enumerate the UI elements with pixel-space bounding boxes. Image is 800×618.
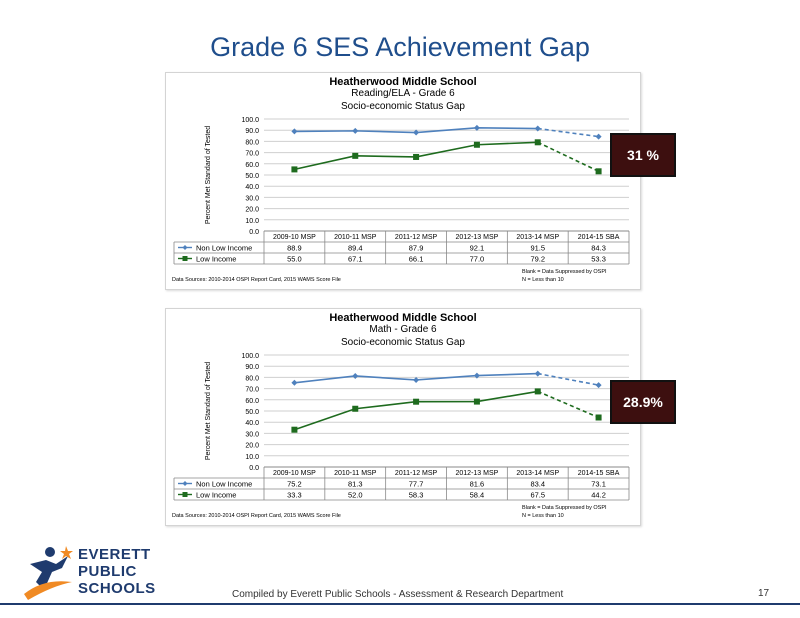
math-chart — [166, 309, 640, 525]
data-label: 77.7 — [408, 479, 424, 489]
reading-gap-badge: 31 % — [610, 133, 676, 177]
category-label: 2012-13 MSP — [455, 470, 499, 477]
n-note: N = Less than 10 — [522, 277, 564, 283]
data-point — [352, 406, 358, 412]
data-point — [291, 128, 297, 134]
data-label: 77.0 — [469, 254, 485, 264]
data-label: 84.3 — [591, 243, 606, 253]
data-label: 83.4 — [530, 479, 546, 489]
slide-title: Grade 6 SES Achievement Gap — [210, 32, 590, 62]
data-label: 67.1 — [347, 254, 363, 264]
y-tick-label: 70.0 — [245, 150, 259, 158]
data-label: 53.3 — [591, 254, 606, 264]
category-label: 2014-15 SBA — [577, 470, 620, 477]
series-dashed-segment — [538, 374, 599, 386]
logo-figure-icon — [22, 542, 76, 602]
y-tick-label: 20.0 — [245, 442, 259, 450]
y-tick-label: 80.0 — [245, 139, 259, 147]
data-label: 89.4 — [347, 243, 363, 253]
category-label: 2014-15 SBA — [577, 234, 620, 241]
category-label: 2012-13 MSP — [455, 234, 499, 241]
data-label: 75.2 — [287, 479, 302, 489]
data-point — [535, 371, 541, 377]
y-axis-label: Percent Met Standard of Tested — [205, 361, 212, 461]
data-label: 87.9 — [408, 243, 424, 253]
category-label: 2011-12 MSP — [394, 470, 438, 477]
data-point — [596, 414, 602, 420]
footer-divider — [0, 603, 800, 605]
legend-marker — [183, 245, 188, 250]
y-tick-label: 40.0 — [245, 420, 259, 428]
legend-label: Low Income — [196, 490, 237, 500]
data-point — [291, 166, 297, 172]
category-label: 2009-10 MSP — [273, 234, 316, 241]
chart-title: Heatherwood Middle School — [329, 76, 477, 88]
category-label: 2010-11 MSP — [334, 234, 377, 241]
y-tick-label: 30.0 — [245, 431, 259, 439]
logo-line-1: EVERETT — [78, 546, 151, 563]
category-label: 2010-11 MSP — [334, 470, 377, 477]
data-point — [596, 134, 602, 140]
y-tick-label: 20.0 — [245, 206, 259, 214]
data-point — [596, 382, 602, 388]
y-tick-label: 100.0 — [241, 353, 259, 360]
reading-chart — [166, 73, 640, 289]
data-label: 79.2 — [530, 254, 546, 264]
data-point — [352, 128, 358, 134]
y-tick-label: 50.0 — [245, 409, 259, 416]
chart-subtitle: Reading/ELA - Grade 6 — [351, 88, 455, 99]
data-label: 33.3 — [287, 490, 302, 500]
legend-label: Non Low Income — [196, 479, 253, 489]
data-label: 66.1 — [408, 254, 424, 264]
data-point — [352, 153, 358, 159]
data-label: 73.1 — [591, 479, 606, 489]
series-dashed-segment — [538, 142, 599, 171]
data-label: 92.1 — [469, 243, 485, 253]
reading-chart-panel — [165, 72, 641, 290]
data-point — [474, 399, 480, 405]
everett-logo — [22, 542, 172, 602]
data-source-note: Data Sources: 2010-2014 OSPI Report Card, 2015 WAMS Score File — [172, 513, 341, 519]
y-tick-label: 0.0 — [249, 229, 259, 236]
category-label: 2011-12 MSP — [394, 234, 438, 241]
legend-label: Non Low Income — [196, 243, 253, 253]
y-tick-label: 40.0 — [245, 184, 259, 192]
y-tick-label: 100.0 — [241, 117, 259, 124]
y-tick-label: 10.0 — [245, 217, 259, 225]
math-chart-panel — [165, 308, 641, 526]
data-point — [413, 399, 419, 405]
data-source-note: Data Sources: 2010-2014 OSPI Report Card, 2015 WAMS Score File — [172, 277, 341, 283]
y-tick-label: 70.0 — [245, 386, 259, 394]
legend-marker — [183, 492, 188, 497]
data-point — [596, 168, 602, 174]
data-label: 55.0 — [287, 254, 302, 264]
y-tick-label: 0.0 — [249, 465, 259, 472]
data-label: 88.9 — [287, 243, 302, 253]
data-point — [413, 154, 419, 160]
legend-marker — [183, 256, 188, 261]
category-label: 2013-14 MSP — [516, 234, 560, 241]
y-tick-label: 60.0 — [245, 161, 259, 169]
n-note: N = Less than 10 — [522, 513, 564, 519]
y-tick-label: 90.0 — [245, 128, 259, 136]
math-gap-badge: 28.9% — [610, 380, 676, 424]
suppression-note: Blank = Data Suppressed by OSPI — [522, 269, 607, 275]
data-label: 58.3 — [408, 490, 424, 500]
data-point — [352, 373, 358, 379]
data-point — [291, 427, 297, 433]
chart-title: Heatherwood Middle School — [329, 312, 477, 324]
page-number: 17 — [758, 588, 770, 599]
y-tick-label: 80.0 — [245, 375, 259, 383]
y-tick-label: 60.0 — [245, 397, 259, 405]
data-point — [474, 142, 480, 148]
y-axis-label: Percent Met Standard of Tested — [205, 125, 212, 225]
y-tick-label: 50.0 — [245, 173, 259, 180]
data-label: 81.6 — [469, 479, 485, 489]
series-dashed-segment — [538, 391, 599, 417]
legend-marker — [183, 481, 188, 486]
legend-label: Low Income — [196, 254, 237, 264]
logo-line-3: SCHOOLS — [78, 580, 156, 597]
category-label: 2009-10 MSP — [273, 470, 316, 477]
footer-credit: Compiled by Everett Public Schools - Assessment & Research Department — [232, 589, 564, 600]
suppression-note: Blank = Data Suppressed by OSPI — [522, 505, 607, 511]
data-label: 67.5 — [530, 490, 546, 500]
data-point — [291, 380, 297, 386]
chart-subtitle-2: Socio-economic Status Gap — [341, 101, 465, 112]
data-label: 52.0 — [347, 490, 363, 500]
data-label: 44.2 — [591, 490, 606, 500]
data-point — [535, 388, 541, 394]
data-label: 91.5 — [530, 243, 546, 253]
data-label: 58.4 — [469, 490, 485, 500]
data-label: 81.3 — [347, 479, 363, 489]
data-point — [535, 139, 541, 145]
logo-line-2: PUBLIC — [78, 563, 137, 580]
y-tick-label: 30.0 — [245, 195, 259, 203]
y-tick-label: 90.0 — [245, 364, 259, 372]
y-tick-label: 10.0 — [245, 453, 259, 461]
chart-subtitle: Math - Grade 6 — [369, 324, 437, 335]
chart-subtitle-2: Socio-economic Status Gap — [341, 337, 465, 348]
category-label: 2013-14 MSP — [516, 470, 560, 477]
